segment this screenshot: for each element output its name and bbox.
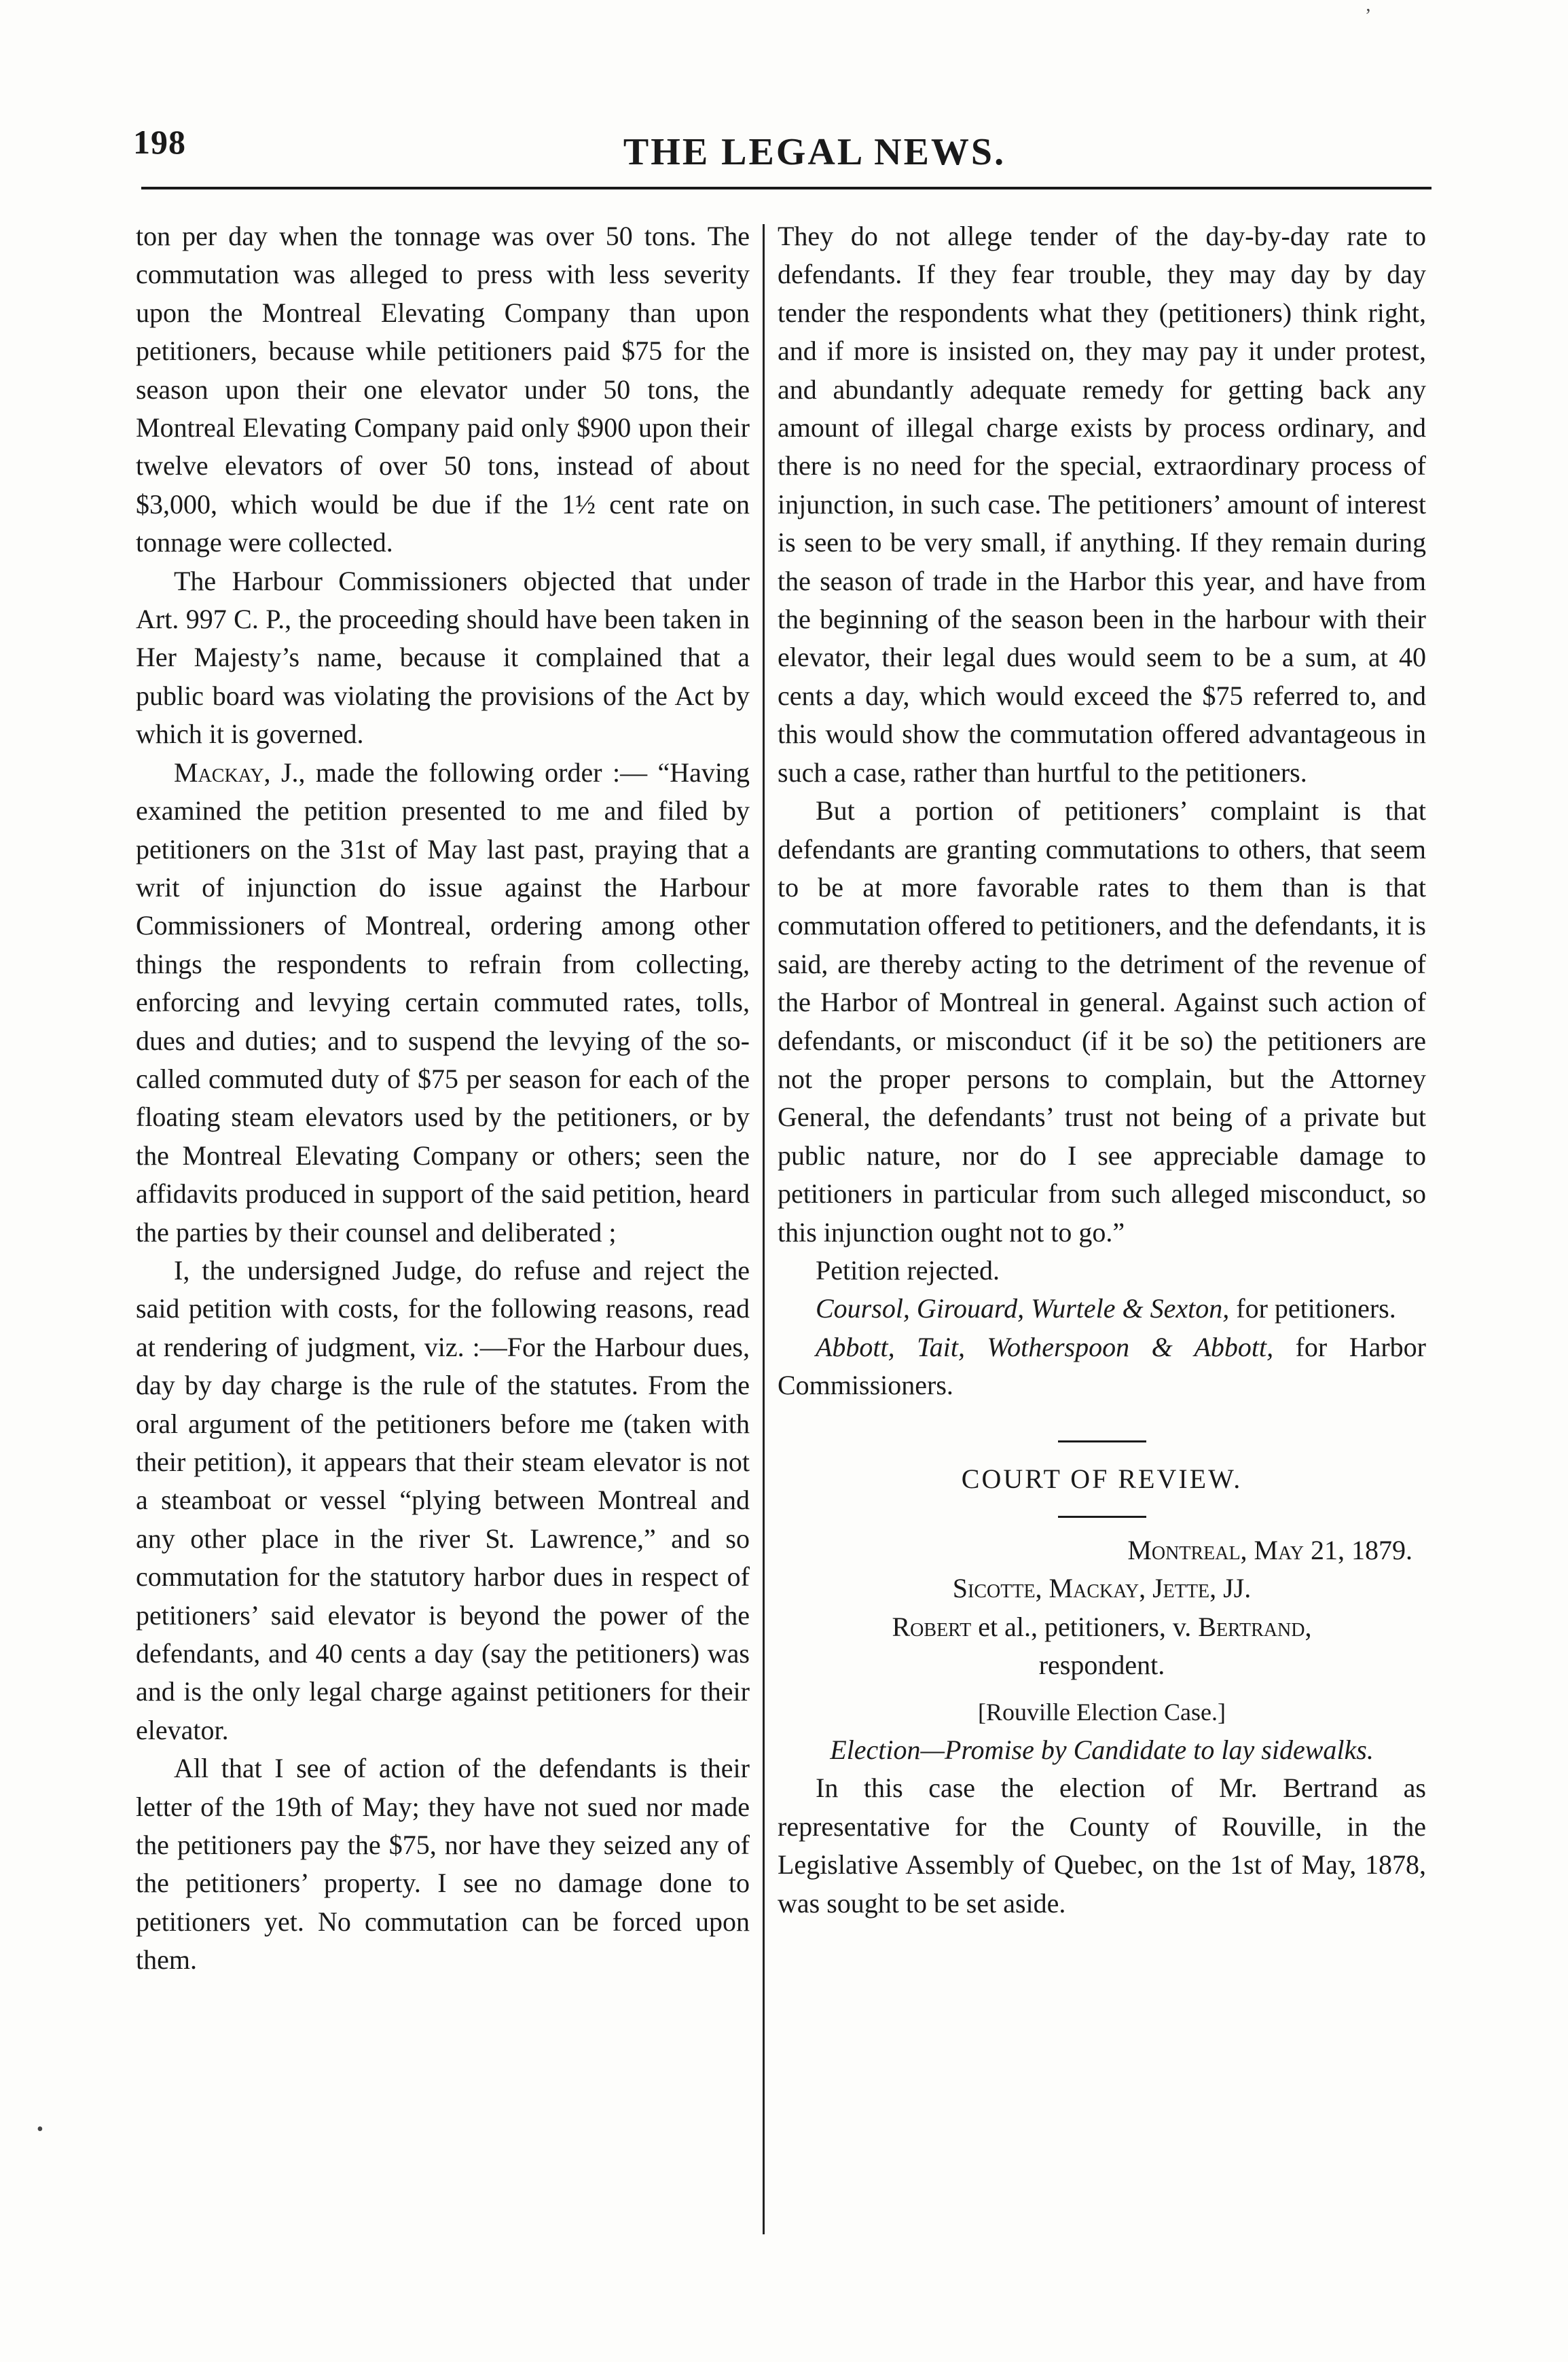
paragraph-text: made the following order :— “Having examined the petition presented to me and filed by petitioners on the 31st of May last past, praying that a writ of injunction do issue against the Harbour Commissioners of Montreal, ordering among other things the respondents to refrain from collecting, enforcing and levying certain commuted rates, tolls, dues and duties; and to suspend the levying of the so-called commuted duty of $75 per season for each of the floating steam elevators used by the petitioners, or by the Montreal Elevating Company or others; seen the affidavits produced in support of the said petition, heard the parties by their counsel and deliberated ; bbox=[136, 757, 750, 1248]
stray-mark: ’ bbox=[1365, 5, 1372, 26]
paragraph: In this case the election of Mr. Bertrand as representative for the County of Rouville, in the Legislative Assembly of Quebec, on the 1st of May, 1878, was sought to be set aside. bbox=[778, 1773, 1426, 1919]
right-column bbox=[778, 217, 1426, 1923]
paragraph-text: for Harbor Commissioners. bbox=[778, 1331, 1426, 1401]
left-column bbox=[136, 217, 750, 1980]
defendant-name: Bertrand, bbox=[1198, 1611, 1312, 1642]
paragraph: But a portion of petitioners’ complaint is that defendants are granting commutations to others, that seem to be at more favorable rates to them than is that commutation offered to petitioners, and the defendants, it is said, are thereby acting to the detriment of the revenue of the Harbor of Montreal in general. Against such action of defendants, or misconduct (if it be so) the petitioners are not the proper persons to complain, but the Attorney General, the defendants’ trust not being of a private but public nature, nor do I see appreciable damage to petitioners in particular from such alleged misconduct, so this injunction ought not to go.” bbox=[778, 795, 1426, 1248]
case-name: [Rouville Election Case.] bbox=[978, 1698, 1226, 1726]
paragraph: ton per day when the tonnage was over 50 tons. The commutation was alleged to press with less severity upon the Montreal Elevating Company than upon petitioners, because while petitioners paid $75 for the season upon their one elevator under 50 tons, the Montreal Elevating Company paid only $900 upon their twelve elevators of over 50 tons, instead of about $3,000, which would be due if the 1½ cent rate on tonnage were collected. bbox=[136, 221, 750, 558]
running-title: THE LEGAL NEWS. bbox=[623, 131, 1006, 173]
plaintiff-name: Robert bbox=[892, 1611, 972, 1642]
judges: Sicotte, Mackay, Jette, JJ. bbox=[952, 1573, 1252, 1604]
paragraph: Petition rejected. bbox=[816, 1254, 1000, 1286]
counsel-names: Abbott, Tait, Wotherspoon & Abbott, bbox=[816, 1331, 1274, 1362]
header-rule bbox=[141, 187, 1432, 189]
section-rule bbox=[1058, 1516, 1146, 1518]
paragraph-text: for petitioners. bbox=[1229, 1293, 1396, 1324]
counsel-names: Coursol, Girouard, Wurtele & Sexton, bbox=[816, 1293, 1230, 1324]
parties-mid: et al., petitioners, v. bbox=[971, 1611, 1199, 1642]
judge-name: Mackay, J., bbox=[174, 757, 306, 788]
parties-end: respondent. bbox=[1038, 1650, 1165, 1681]
section-rule bbox=[1058, 1440, 1146, 1442]
section-title: COURT OF REVIEW. bbox=[961, 1463, 1243, 1494]
paragraph: The Harbour Commissioners objected that under Art. 997 C. P., the proceeding should have been taken in Her Majesty’s name, because it complained that a public board was violating the provisions of the Act by which it is governed. bbox=[136, 565, 750, 750]
paragraph bbox=[778, 1290, 1426, 1328]
paragraph: They do not allege tender of the day-by-day rate to defendants. If they fear trouble, they may day by day tender the respondents what they (petitioners) think right, and if more is insisted on, they may pay it under protest, and abundantly adequate remedy for getting back any amount of illegal charge exists by process ordinary, and there is no need for the special, extraordinary process of injunction, in such case. The petitioners’ amount of interest is seen to be very small, if anything. If they remain during the season of trade in the Harbor this year, and have from the beginning of the season been in the harbour with their elevator, their legal dues would seem to be a sum, at 40 cents a day, which would exceed the $75 referred to, and this would show the commutation offered advantageous in such a case, rather than hurtful to the petitioners. bbox=[778, 221, 1426, 788]
parties bbox=[778, 1608, 1426, 1646]
paragraph bbox=[778, 1328, 1426, 1405]
page-number: 198 bbox=[133, 123, 186, 161]
column-rule bbox=[763, 224, 765, 2234]
dateline: Montreal, May 21, 1879. bbox=[1127, 1535, 1412, 1565]
paragraph bbox=[136, 754, 750, 1252]
paragraph: All that I see of action of the defendants is their letter of the 19th of May; they have not sued nor made the petitioners pay the $75, nor have they seized any of the petitioners’ property. I see no damage done to petitioners yet. No commutation can be forced upon them. bbox=[136, 1753, 750, 1976]
stray-mark: • bbox=[37, 2119, 43, 2140]
headnote: Election—Promise by Candidate to lay sidewalks. bbox=[830, 1734, 1374, 1766]
paragraph: I, the undersigned Judge, do refuse and reject the said petition with costs, for the following reasons, read at rendering of judgment, viz. :—For the Harbour dues, day by day charge is the rule of the statutes. From the oral argument of the petitioners before me (taken with their petition), it appears that their steam elevator is not a steamboat or vessel “plying between Montreal and any other place in the river St. Lawrence,” and so commutation for the statutory harbor dues in respect of petitioners’ said elevator is beyond the power of the defendants, and 40 cents a day (say the petitioners) was and is the only legal charge against petitioners for their elevator. bbox=[136, 1254, 750, 1745]
